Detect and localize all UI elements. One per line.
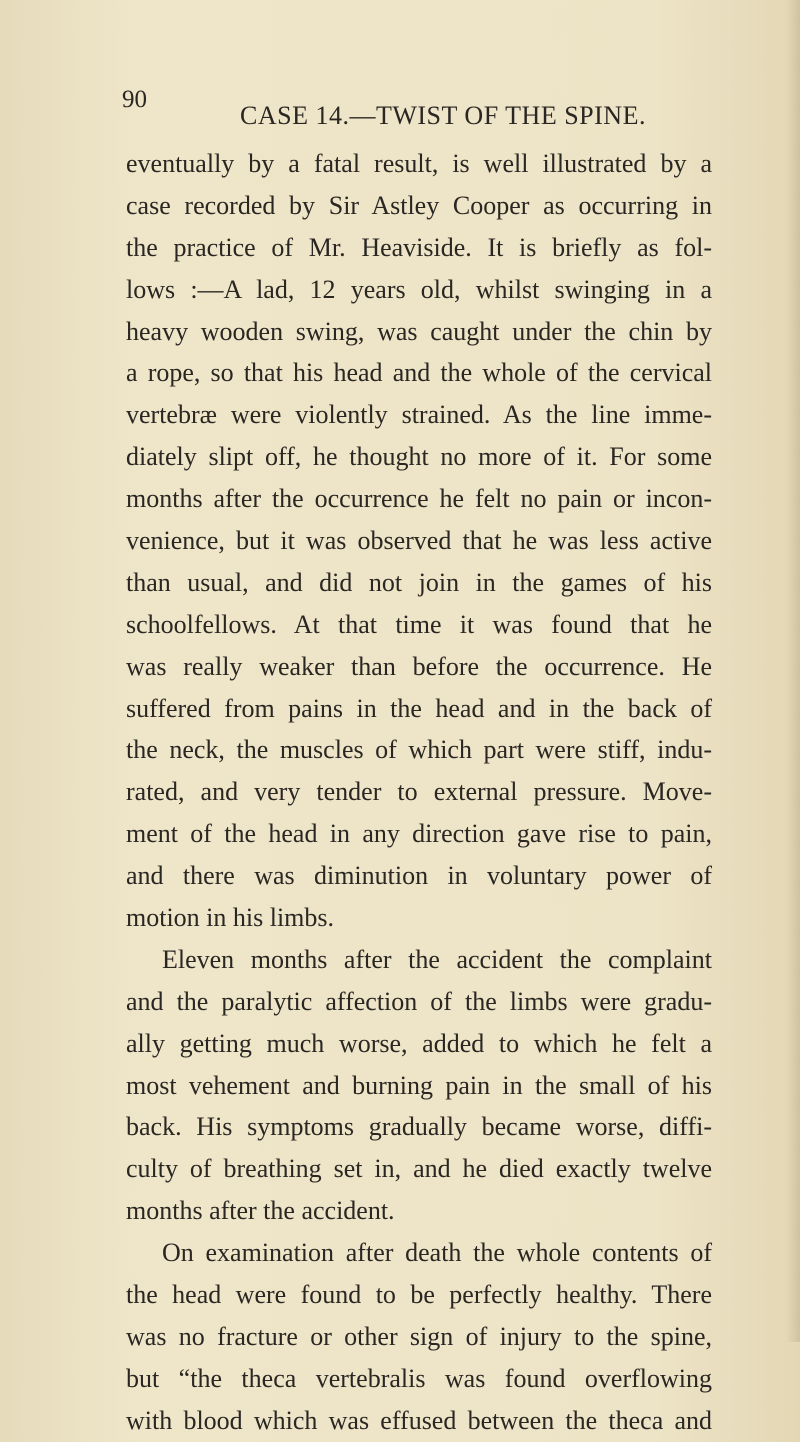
text-line: back. His symptoms gradually became worse, diffi- — [126, 1112, 712, 1142]
text-line: Eleven months after the accident the complaint — [162, 944, 712, 974]
text-line: diately slipt off, he thought no more of it. For some — [126, 442, 712, 472]
text-line: On examination after death the whole contents of — [162, 1238, 712, 1268]
text-line: rated, and very tender to external pressure. Move- — [126, 777, 712, 807]
text-line: with blood which was effused between the theca and — [126, 1405, 712, 1435]
text-line: was no fracture or other sign of injury to the spine, — [126, 1321, 712, 1351]
text-line: schoolfellows. At that time it was found that he — [126, 609, 712, 639]
text-line: venience, but it was observed that he was less active — [126, 526, 712, 556]
text-line: a rope, so that his head and the whole of the cervical — [126, 358, 712, 388]
text-line: most vehement and burning pain in the small of his — [126, 1070, 712, 1100]
text-line: the head were found to be perfectly healthy. There — [126, 1280, 712, 1310]
text-line: eventually by a fatal result, is well illustrated by a — [126, 149, 712, 178]
text-line: motion in his limbs. — [126, 903, 335, 933]
text-line: and the paralytic affection of the limbs were gradu- — [126, 986, 712, 1016]
text-line: the practice of Mr. Heaviside. It is briefly as fol- — [126, 232, 712, 262]
text-line: case recorded by Sir Astley Cooper as occurring in — [126, 190, 712, 220]
text-line: than usual, and did not join in the games of his — [126, 567, 712, 597]
text-line: lows :—A lad, 12 years old, whilst swinging in a — [126, 274, 712, 304]
text-line: was really weaker than before the occurrence. He — [126, 651, 712, 681]
text-line: ment of the head in any direction gave rise to pain, — [126, 819, 712, 849]
text-line: and there was diminution in voluntary power of — [126, 861, 712, 891]
text-line: but “the theca vertebralis was found overflowing — [126, 1363, 712, 1393]
text-line: ally getting much worse, added to which he felt a — [126, 1028, 712, 1058]
running-title: CASE 14.—TWIST OF THE SPINE. — [240, 101, 646, 130]
text-line: months after the accident. — [126, 1196, 395, 1226]
text-line: culty of breathing set in, and he died exactly twelve — [126, 1154, 712, 1184]
text-line: vertebræ were violently strained. As the line imme- — [126, 400, 712, 430]
body-text — [126, 143, 712, 1442]
page-number: 90 — [122, 86, 147, 113]
text-line: heavy wooden swing, was caught under the chin by — [126, 316, 712, 346]
text-line: suffered from pains in the head and in the back of — [126, 693, 712, 723]
text-line: months after the occurrence he felt no pain or incon- — [126, 484, 712, 514]
page-edge-shadow — [786, 0, 800, 1342]
text-line: the neck, the muscles of which part were stiff, indu- — [126, 735, 712, 765]
